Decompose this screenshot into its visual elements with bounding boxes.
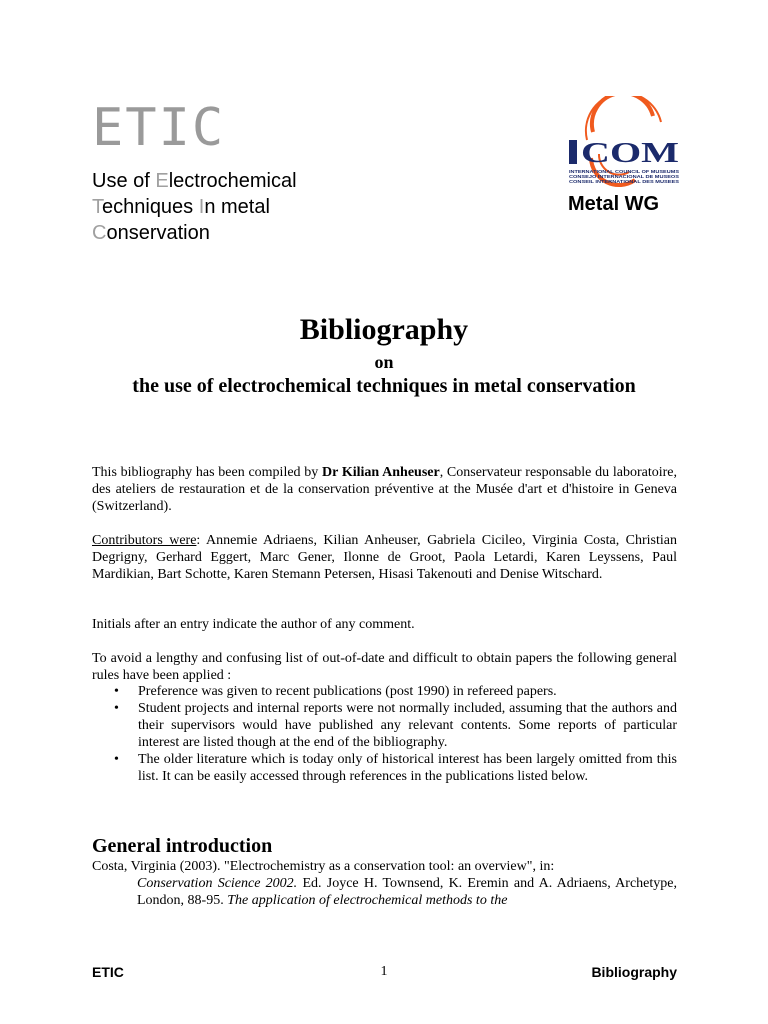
icom-council-line-1: INTERNATIONAL COUNCIL OF MUSEUMS <box>569 169 679 174</box>
icom-logo <box>565 96 683 196</box>
page-number: 1 <box>380 964 388 979</box>
title-on: on <box>374 352 394 372</box>
icom-council-line-3: CONSEIL INTERNATIONAL DES MUSEES <box>569 179 679 184</box>
rules-list <box>92 683 677 785</box>
bullet-icon: • <box>114 701 119 716</box>
bullet-icon: • <box>114 752 119 767</box>
acronym-line-3: Conservation <box>92 222 210 244</box>
rules-intro-paragraph: To avoid a lengthy and confusing list of out-of-date and difficult to obtain papers the following general rules have been applied : <box>92 651 677 683</box>
footer-left: ETIC <box>92 964 124 980</box>
list-item: • Preference was given to recent publications (post 1990) in refereed papers. <box>114 684 557 699</box>
initials-note: Initials after an entry indicate the author of any comment. <box>92 617 415 632</box>
list-item: • The older literature which is today only of historical interest has been largely omitted from this list. It can be easily accessed through references in the publications listed below. <box>114 752 677 784</box>
acronym-initial-t: T <box>92 196 102 218</box>
acronym-initial-c: C <box>92 222 107 244</box>
contributors-paragraph: Contributors were: Annemie Adriaens, Kilian Anheuser, Gabriela Cicileo, Virginia Costa, Christian Degrigny, Gerhard Eggert, Marc Gener, Ilonne de Groot, Paola Letardi, Karen Leyssens, Paul Mardikian, Bart Schotte, Karen Stemann Petersen, Hisasi Takenouti and Denise Witschard. <box>92 533 677 582</box>
footer-right: Bibliography <box>591 964 677 980</box>
compiled-by-paragraph: This bibliography has been compiled by Dr Kilian Anheuser, Conservateur responsable du laboratoire, des ateliers de restauration et de la conservation préventive at the Musée d'art et d'histoire in Geneva (Switzerland). <box>92 465 678 514</box>
acronym-line-1: Use of Electrochemical <box>92 170 297 192</box>
acronym-initial-e: E <box>155 170 169 192</box>
icom-logo-text: COM <box>581 137 679 169</box>
page-subtitle: the use of electrochemical techniques in metal conservation <box>132 375 636 397</box>
icom-council-line-2: CONSEJO INTERNACIONAL DE MUSEOS <box>569 174 679 179</box>
list-item: • Student projects and internal reports were not normally included, assuming that the authors and their supervisors would have published any relevant contents. Some reports of particular interest are listed though at the end of the bibliography. <box>114 701 677 750</box>
icom-logo-initial: I <box>566 160 567 161</box>
acronym-line-2: Techniques In metal <box>92 196 270 218</box>
etic-logo: ETIC <box>92 98 226 158</box>
contributors-label: Contributors were <box>92 533 197 548</box>
page-title: Bibliography <box>299 313 469 346</box>
acronym-initial-i: I <box>198 196 205 218</box>
bullet-icon: • <box>114 684 119 699</box>
etic-acronym-expansion <box>92 168 297 246</box>
metal-wg-label: Metal WG <box>568 193 660 215</box>
bibliography-entry: Costa, Virginia (2003). "Electrochemistry as a conservation tool: an overview", in: Conservation Science 2002. Ed. Joyce H. Townsend, K. Eremin and A. Adriaens, Archetype, London, 88-95. The application of electrochemical methods to the <box>92 859 677 908</box>
icom-i-bar <box>569 140 577 164</box>
entry-book-title: Conservation Science 2002. <box>137 876 298 891</box>
section-heading: General introduction <box>92 835 273 857</box>
compiler-name: Dr Kilian Anheuser <box>322 465 440 480</box>
entry-comment: The application of electrochemical methods to the <box>227 893 508 908</box>
